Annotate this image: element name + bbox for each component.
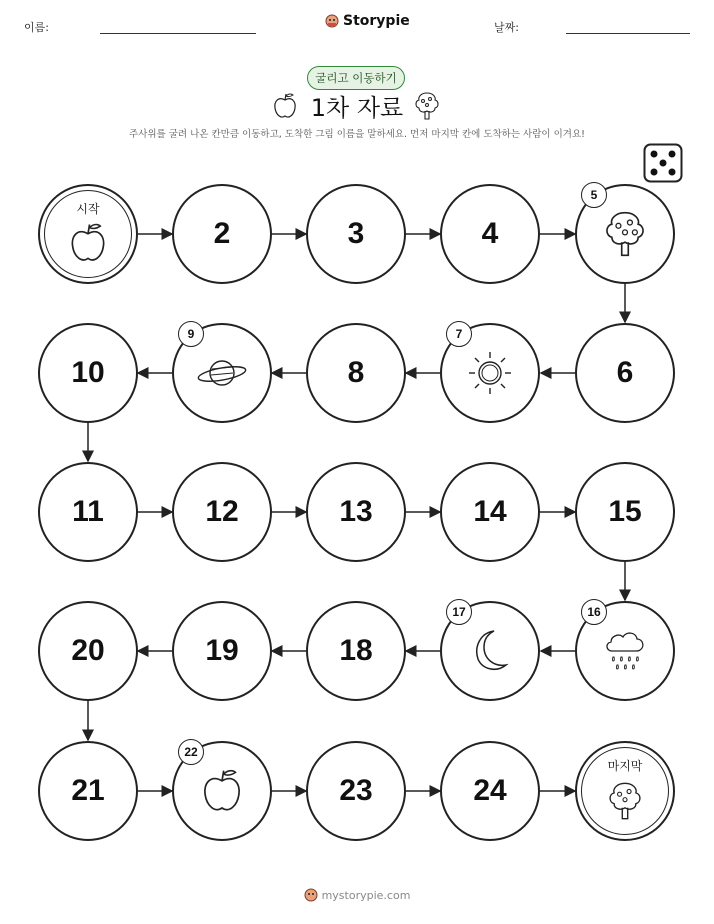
- space-16[interactable]: [575, 601, 675, 701]
- finish-label: 마지막: [607, 759, 643, 773]
- space-number: 19: [205, 634, 239, 667]
- space-number-badge: 16: [581, 599, 607, 625]
- space-6[interactable]: [575, 323, 675, 423]
- space-3[interactable]: [306, 184, 406, 284]
- space-11[interactable]: [38, 462, 138, 562]
- space-number: 11: [72, 495, 104, 528]
- space-19[interactable]: [172, 601, 272, 701]
- date-label: 날짜:: [494, 21, 519, 34]
- sun-icon: [465, 348, 515, 398]
- space-number: 20: [71, 634, 105, 667]
- name-label: 이름:: [24, 21, 49, 34]
- space-number: 21: [71, 774, 105, 807]
- space-number: 23: [339, 774, 373, 807]
- space-24[interactable]: [440, 741, 540, 841]
- space-number: 8: [347, 356, 365, 389]
- space-number: 15: [608, 495, 642, 528]
- space-13[interactable]: [306, 462, 406, 562]
- brand-name: Storypie: [343, 13, 410, 29]
- space-17[interactable]: [440, 601, 540, 701]
- space-number-badge: 7: [446, 321, 472, 347]
- space-21[interactable]: [38, 741, 138, 841]
- space-12[interactable]: [172, 462, 272, 562]
- instructions: 주사위를 굴려 나온 칸만큼 이동하고, 도착한 그림 이름을 말하세요. 먼저 마지막 칸에 도착하는 사람이 이겨요!: [129, 129, 585, 140]
- page-title: 1차 자료: [310, 94, 404, 122]
- space-23[interactable]: [306, 741, 406, 841]
- space-number: 14: [473, 495, 507, 528]
- footer: [0, 888, 714, 902]
- space-7[interactable]: [440, 323, 540, 423]
- space-8[interactable]: [306, 323, 406, 423]
- space-number-badge: 22: [178, 739, 204, 765]
- planet-icon: [195, 353, 249, 393]
- tree-icon: [602, 209, 648, 259]
- space-number: 2: [213, 217, 231, 250]
- space-number-badge: 17: [446, 599, 472, 625]
- space-number-badge: 5: [581, 182, 607, 208]
- space-number: 12: [205, 495, 239, 528]
- activity-pill: 굴리고 이동하기: [307, 66, 405, 90]
- space-15[interactable]: [575, 462, 675, 562]
- space-4[interactable]: [440, 184, 540, 284]
- space-18[interactable]: [306, 601, 406, 701]
- space-number: 24: [473, 774, 507, 807]
- space-9[interactable]: [172, 323, 272, 423]
- space-2[interactable]: [172, 184, 272, 284]
- space-number: 10: [71, 356, 105, 389]
- space-number: 6: [616, 356, 634, 389]
- space-number-badge: 9: [178, 321, 204, 347]
- space-number: 4: [481, 217, 499, 250]
- space-10[interactable]: [38, 323, 138, 423]
- space-number: 13: [339, 495, 373, 528]
- rain-cloud-icon: [600, 627, 650, 675]
- space-22[interactable]: [172, 741, 272, 841]
- start-space[interactable]: [38, 184, 138, 284]
- apple-icon: [68, 221, 108, 265]
- storypie-logo-icon: [304, 888, 318, 902]
- space-5[interactable]: [575, 184, 675, 284]
- finish-space[interactable]: [575, 741, 675, 841]
- space-14[interactable]: [440, 462, 540, 562]
- space-number: 3: [347, 217, 365, 250]
- tree-icon: [606, 780, 644, 822]
- space-number: 18: [339, 634, 373, 667]
- start-label: 시작: [76, 202, 100, 216]
- space-20[interactable]: [38, 601, 138, 701]
- apple-icon: [200, 767, 244, 815]
- moon-icon: [468, 627, 512, 675]
- footer-url[interactable]: mystorypie.com: [321, 888, 411, 902]
